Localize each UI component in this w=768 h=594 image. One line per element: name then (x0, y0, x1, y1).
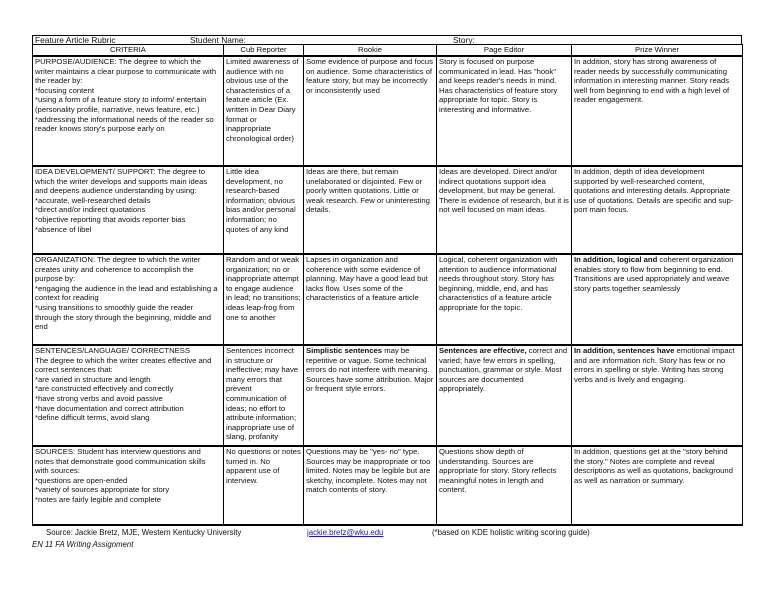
prize-winner-cell (572, 166, 743, 254)
page-editor-cell (437, 56, 572, 166)
cell-text: may be repetitive or vague. Some technical errors do not interfere with meaning. Sources have some attribution. Major or frequent style errors. (306, 346, 434, 394)
rubric-row-sources (33, 446, 743, 525)
cell-text: Questions may be "yes- no" type. Sources may be inappropriate or too limited. Notes may be legible but are sketchy, incomplete. Notes may not match contents of story. (306, 447, 431, 495)
prize-winner-cell (572, 446, 743, 525)
page-editor-cell (437, 254, 572, 345)
cell-text: Ideas are developed. Direct and/or indirect quotations support idea development, but may be general. There is evidence of research, but it is not well focused on main ideas. (439, 167, 569, 215)
cell-text: Limited awareness of audience with no obvious use of the characteristics of a feature article (Ex. written in Dear Diary format or inappropriate chronological order) (226, 57, 299, 143)
criteria-cell: IDEA DEVELOPMENT/ SUPPORT: The degree to which the writer develops and supports main ideas and deepens audience understanding by using: *accurate, well-researched details *direct and/or indirect quotations *objective reporting that avoids reporter bias *absence of libel (33, 166, 224, 254)
rookie-cell (304, 345, 437, 446)
column-header-page-editor: Page Editor (437, 45, 572, 57)
story-label: Story: (453, 35, 475, 45)
cell-text: coherent organization enables story to flow from beginning to end. Transitions are used appropriately and weave story parts together seamlessly (574, 255, 734, 293)
cell-text: Little idea development, no research-based information; obvious bias and/or personal information; no quotes of any kind (226, 167, 296, 234)
rubric-row-idea-development (33, 166, 743, 254)
footer-email-link[interactable]: jackie.bretz@wku.edu (307, 528, 384, 537)
cub-reporter-cell (224, 166, 304, 254)
cell-text: Logical, coherent organization with attention to audience informational needs throughout story. Story has beginning, middle, end, and has characteristics of a feature article appropriate for the topic. (439, 255, 558, 312)
cell-text: In addition, story has strong awareness of reader needs by successfully communicating information in interesting manner. Story reads well from beginning to end with a high level of reader engagement. (574, 57, 730, 105)
criteria-cell: SENTENCES/LANGUAGE/ CORRECTNESS The degree to which the writer creates effective and correct sentences that: *are varied in structure and length *are constructed effectively and correctly *have strong verbs and avoid passive *have documentation and correct attribution *define difficult terms, avoid slang (33, 345, 224, 446)
cub-reporter-cell (224, 345, 304, 446)
cell-text: Some evidence of purpose and focus on audience. Some characteristics of feature story, but may be incorrectly or inconsistently used (306, 57, 433, 95)
page-editor-cell (437, 345, 572, 446)
rubric-row-sentences (33, 345, 743, 446)
footer-email-wrap (307, 528, 383, 538)
prize-winner-cell (572, 345, 743, 446)
footer-note: (*based on KDE holistic writing scoring guide) (432, 528, 590, 537)
cell-text: Lapses in organization and coherence with some evidence of planning. May have a good lead but lacks flow. Uses some of the characteristics of a feature article (306, 255, 428, 303)
page-editor-cell (437, 166, 572, 254)
cell-text: Questions show depth of understanding. Sources are appropriate for story. Story reflects meaningful notes in length and content. (439, 447, 557, 495)
cell-text: emotional impact and are information rich. Story has few or no errors in spelling or style. Writing has strong verbs and is lively and engaging. (574, 346, 735, 384)
criteria-cell: SOURCES: Student has interview questions and notes that demonstrate good communication skills with sources: *questions are open-ended *variety of sources appropriate for story *notes are fairly legible and complete (33, 446, 224, 525)
assignment-label: EN 11 FA Writing Assignment (32, 540, 134, 549)
criteria-cell: PURPOSE/AUDIENCE: The degree to which the writer maintains a clear purpose to communicate with the reader by: *focusing content *using a form of a feature story to inform/ entertain (personality profile, narrative, news feature, etc.) *addressing the informational needs of the reader so reader knows story's purpose early on (33, 56, 224, 166)
cub-reporter-cell (224, 254, 304, 345)
cell-text: Sentences incorrect in structure or ineffective; may have many errors that prevent communication of ideas; no effort to attribute information; inappropriate use of slang, profanity (226, 346, 299, 442)
rubric-title: Feature Article Rubric (35, 35, 116, 45)
prize-winner-cell (572, 254, 743, 345)
criteria-cell: ORGANIZATION: The degree to which the writer creates unity and coherence to accomplish the purpose by: *engaging the audience in the lead and establishing a context for reading *using transitions to smoothly guide the reader through the story through the beginning, middle and end (33, 254, 224, 345)
column-header-cub-reporter: Cub Reporter (224, 45, 304, 57)
rubric-row-organization (33, 254, 743, 345)
cell-text: In addition, depth of idea development supported by well-researched content, quotations and interesting details. Appropriate use of quotations. Details are specific and sup- port main focus. (574, 167, 734, 215)
rookie-cell (304, 56, 437, 166)
cell-lead: Sentences are effective, (439, 346, 527, 355)
cell-text: correct and varied; have few errors in spelling, punctuation, grammar or style. Most sources are documented appropriately. (439, 346, 568, 394)
cell-lead: In addition, sentences have (574, 346, 675, 355)
rubric-header-row (33, 45, 743, 57)
cub-reporter-cell (224, 446, 304, 525)
student-name-label: Student Name: (190, 35, 246, 45)
rubric-table (32, 44, 743, 526)
cell-text: Story is focused on purpose communicated in lead. Has "hook" and keeps reader's needs in mind. Has characteristics of feature story appropriate for topic. Story is interesting and informative. (439, 57, 558, 114)
rookie-cell (304, 166, 437, 254)
column-header-criteria: CRITERIA (33, 45, 224, 57)
column-header-rookie: Rookie (304, 45, 437, 57)
cell-lead: In addition, logical and (574, 255, 658, 264)
cell-text: Random and or weak organization; no or inappropriate attempt to engage audience in lead; no transitions; ideas leap-frog from one to another (226, 255, 301, 322)
cell-text: In addition, questions get at the "story behind the story." Notes are complete and reveal descriptions as well as quotations, background as well as narration or summary. (574, 447, 733, 485)
cell-text: Ideas are there, but remain unelaborated or disjointed. Few or poorly written quotations. Little or weak research. Few or uninteresting details. (306, 167, 430, 215)
cell-text: No questions or notes turned in. No apparent use of interview. (226, 447, 301, 485)
cell-lead: Simplistic sentences (306, 346, 383, 355)
footer-source: Source: Jackie Bretz, MJE, Western Kentucky University (46, 528, 242, 537)
page-editor-cell (437, 446, 572, 525)
rubric-row-purpose (33, 56, 743, 166)
column-header-prize-winner: Prize Winner (572, 45, 743, 57)
cub-reporter-cell (224, 56, 304, 166)
rookie-cell (304, 254, 437, 345)
prize-winner-cell (572, 56, 743, 166)
rookie-cell (304, 446, 437, 525)
